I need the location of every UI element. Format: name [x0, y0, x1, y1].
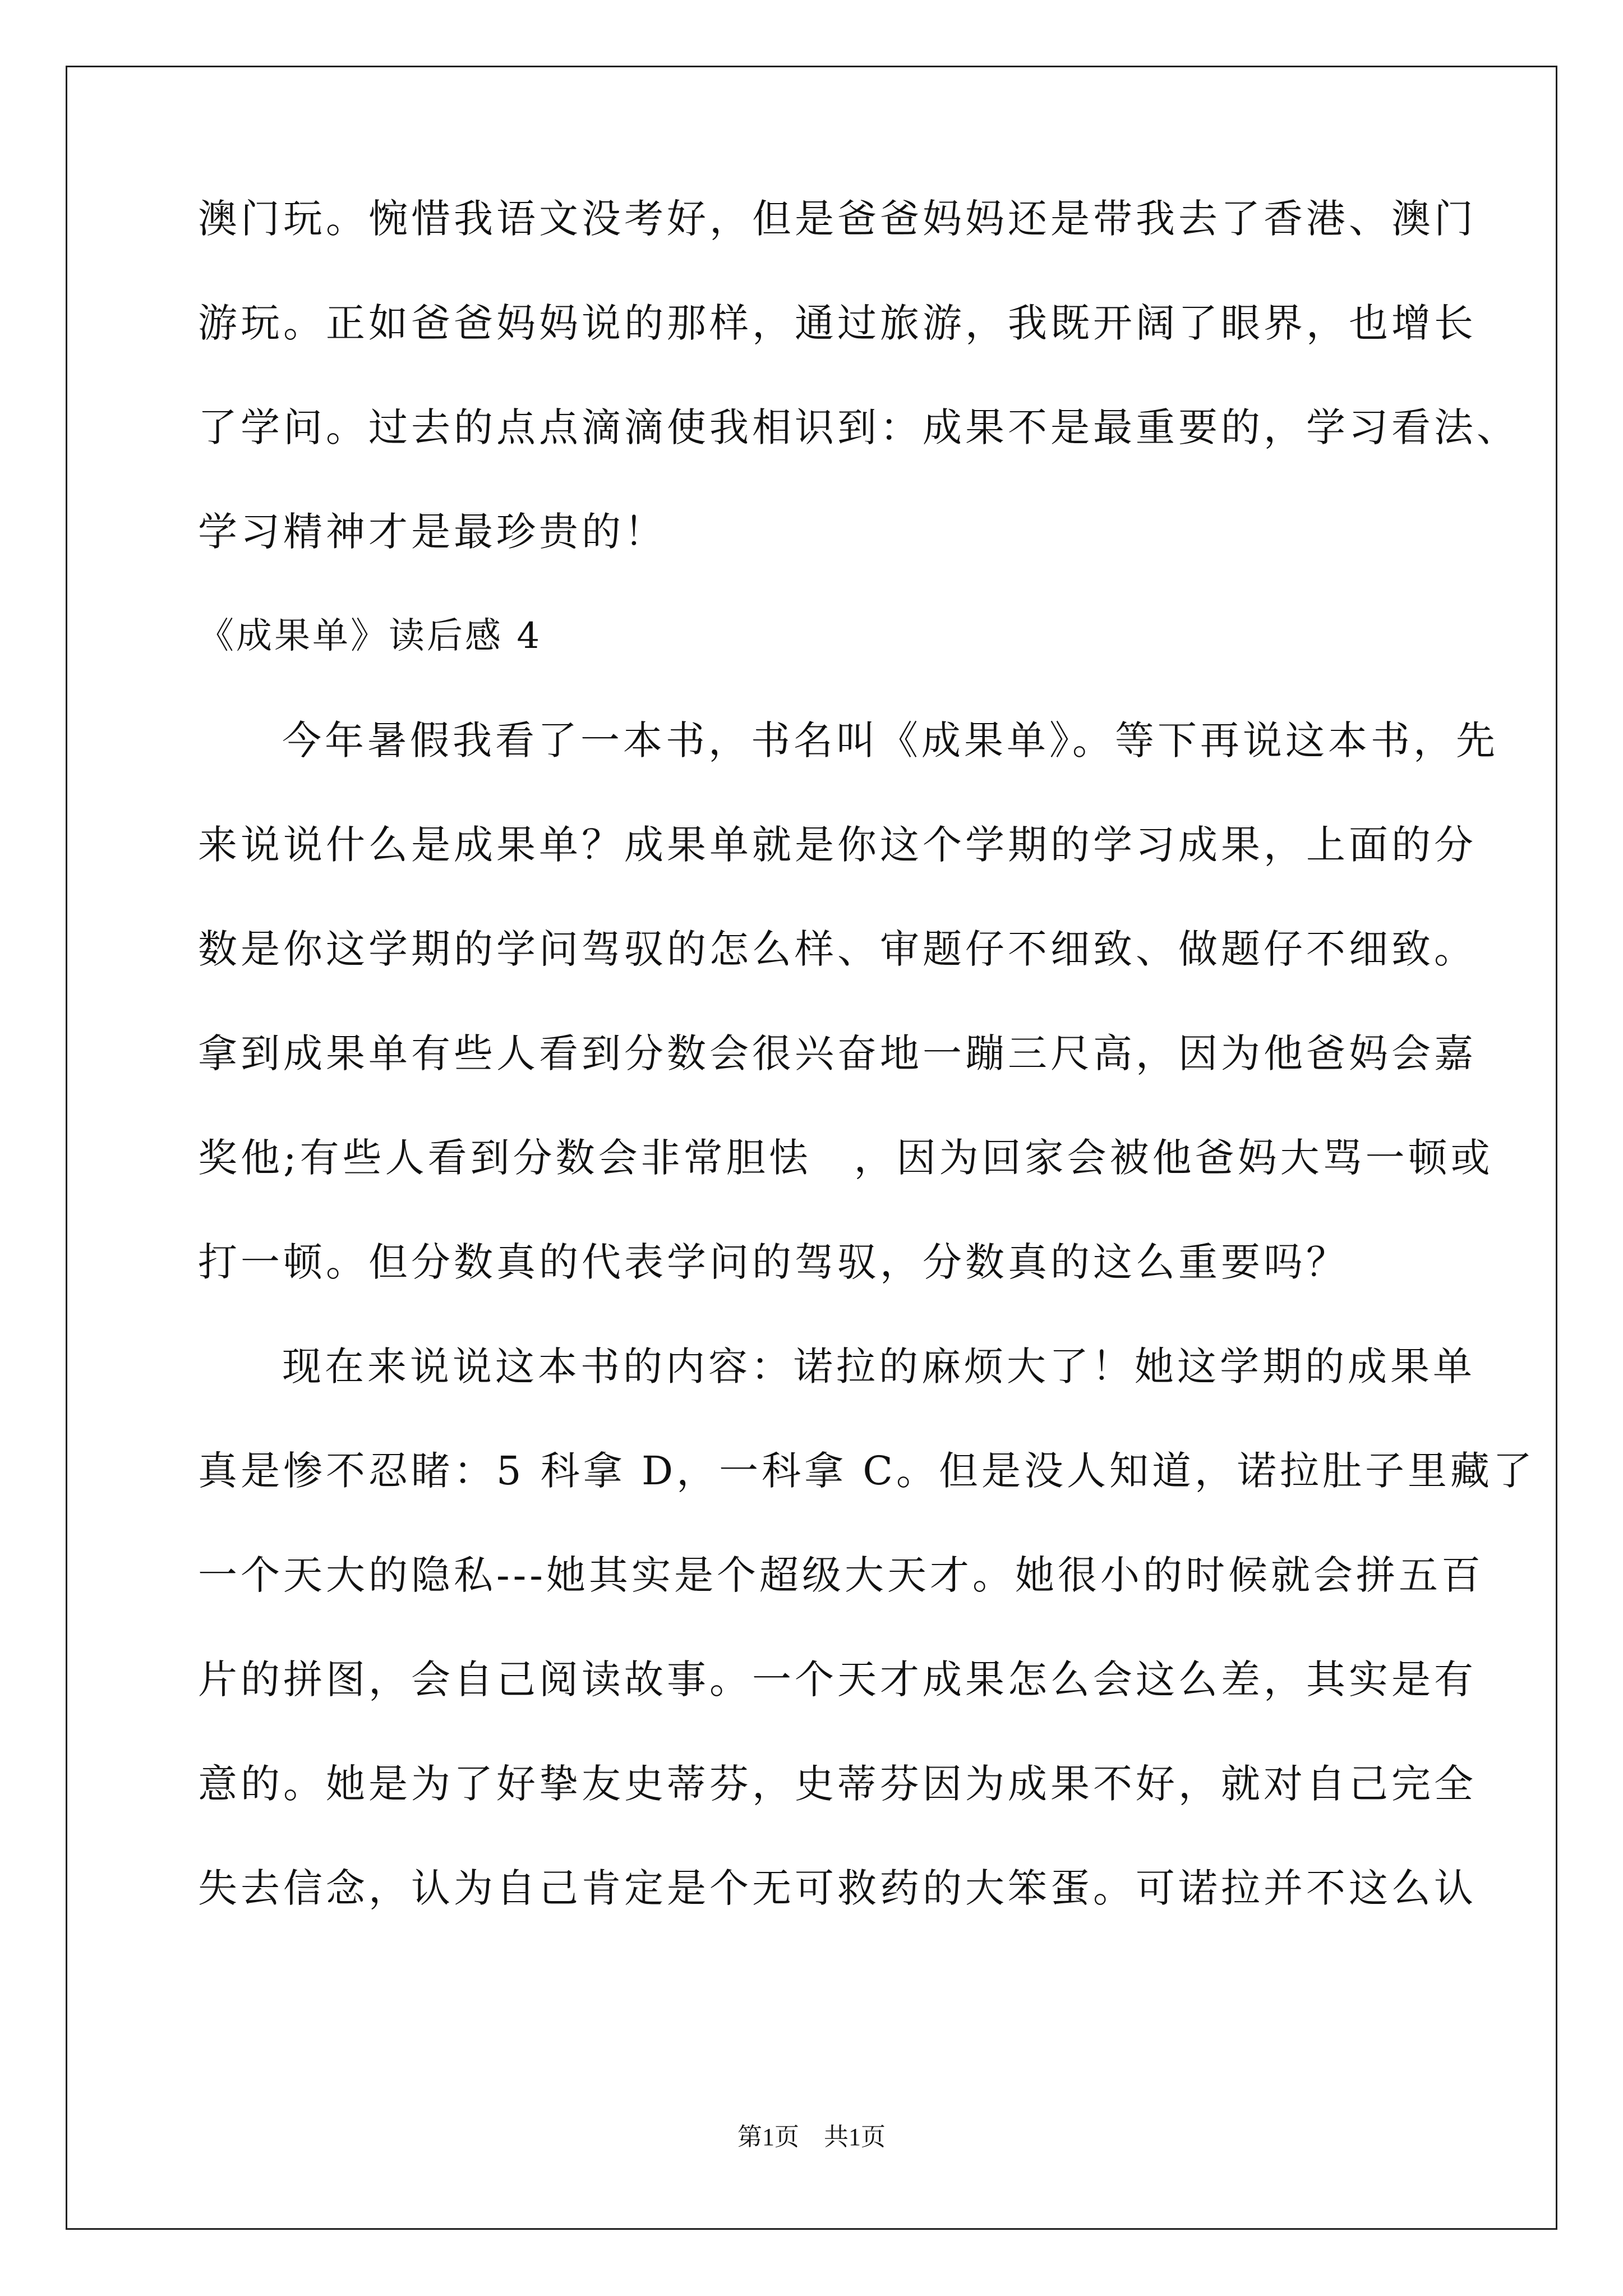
text-line: 今年暑假我看了一本书，书名叫《成果单》。等下再说这本书，先	[282, 717, 1498, 763]
text-line: 意的。她是为了好挚友史蒂芬，史蒂芬因为成果不好，就对自己完全	[198, 1761, 1477, 1807]
text-line: 游玩。正如爸爸妈妈说的那样，通过旅游，我既开阔了眼界，也增长	[198, 300, 1477, 346]
text-line: 奖他;有些人看到分数会非常胆怯 ，因为回家会被他爸妈大骂一顿或	[198, 1135, 1493, 1181]
page-number-footer: 第1页 共1页	[737, 2123, 886, 2151]
text-line: 来说说什么是成果单？成果单就是你这个学期的学习成果，上面的分	[198, 822, 1477, 868]
text-line: 一个天大的隐私---她其实是个超级大天才。她很小的时候就会拼五百	[198, 1552, 1484, 1598]
document-body	[198, 196, 1536, 1973]
text-line: 学习精神才是最珍贵的！	[198, 509, 667, 555]
text-line: 了学问。过去的点点滴滴使我相识到：成果不是最重要的，学习看法、	[198, 404, 1519, 450]
text-line: 拿到成果单有些人看到分数会很兴奋地一蹦三尺高，因为他爸妈会嘉	[198, 1030, 1477, 1076]
text-line: 澳门玩。惋惜我语文没考好，但是爸爸妈妈还是带我去了香港、澳门	[198, 196, 1477, 242]
text-line: 数是你这学期的学问驾驭的怎么样、审题仔不细致、做题仔不细致。	[198, 926, 1477, 972]
text-line: 失去信念，认为自己肯定是个无可救药的大笨蛋。可诺拉并不这么认	[198, 1865, 1477, 1911]
section-heading: 《成果单》读后感 4	[198, 615, 542, 657]
text-line: 打一顿。但分数真的代表学问的驾驭，分数真的这么重要吗？	[198, 1239, 1349, 1285]
text-line: 真是惨不忍睹：5 科拿 D，一科拿 C。但是没人知道，诺拉肚子里藏了	[198, 1448, 1536, 1494]
text-line: 片的拼图，会自己阅读故事。一个天才成果怎么会这么差，其实是有	[198, 1657, 1477, 1703]
text-line: 现在来说说这本书的内容：诺拉的麻烦大了！她这学期的成果单	[282, 1343, 1476, 1389]
